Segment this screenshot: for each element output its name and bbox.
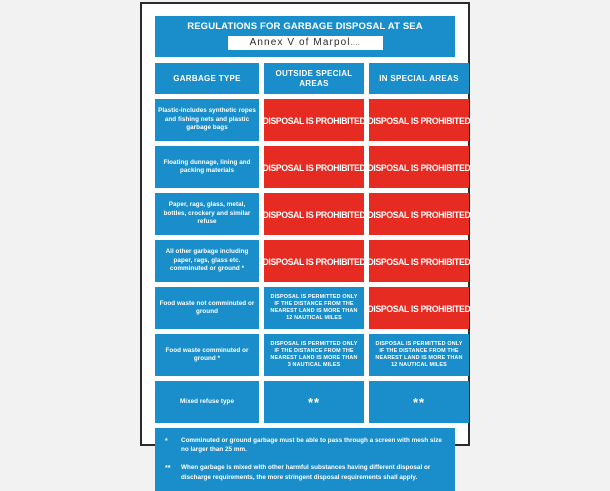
in-special-areas-cell: ** (369, 381, 469, 423)
outside-special-areas-cell: DISPOSAL IS PROHIBITED (264, 99, 364, 141)
in-special-areas-cell: DISPOSAL IS PROHIBITED (369, 287, 469, 329)
table-row (155, 287, 471, 329)
garbage-type-cell: Mixed refuse type (155, 381, 259, 423)
footnote-text: Comminuted or ground garbage must be able to pass through a screen with mesh size no larger than 25 mm. (181, 437, 442, 454)
garbage-type-cell: Food waste not comminuted or ground (155, 287, 259, 329)
in-special-areas-cell: DISPOSAL IS PROHIBITED (369, 240, 469, 282)
garbage-type-cell: Floating dunnage, lining and packing materials (155, 146, 259, 188)
table-row (155, 193, 471, 235)
footnote-marker: * (165, 438, 168, 445)
footnotes-block (155, 428, 455, 491)
table-row (155, 146, 471, 188)
table-row (155, 240, 471, 282)
garbage-type-cell: Paper, rags, glass, metal, bottles, crockery and similar refuse (155, 193, 259, 235)
footnote-marker: ** (165, 465, 171, 473)
table-row (155, 99, 471, 141)
column-header-garbage-type: GARBAGE TYPE (155, 63, 259, 94)
poster-subtitle-text: Annex V of Marpol (249, 37, 351, 48)
footnote-text: When garbage is mixed with other harmful substances having different disposal or discharge requirements, the more stringent disposal requirements shall apply. (181, 464, 431, 481)
in-special-areas-cell: DISPOSAL IS PROHIBITED (369, 193, 469, 235)
poster-subtitle (228, 36, 383, 50)
column-header-outside-special-areas: OUTSIDE SPECIAL AREAS (264, 63, 364, 94)
garbage-disposal-regulations-poster (140, 2, 471, 481)
outside-special-areas-cell: ** (264, 381, 364, 423)
column-header-in-special-areas: IN SPECIAL AREAS (369, 63, 469, 94)
outside-special-areas-cell: DISPOSAL IS PROHIBITED (264, 146, 364, 188)
outside-special-areas-cell: DISPOSAL IS PERMITTED ONLY IF THE DISTANCE FROM THE NEAREST LAND IS MORE THAN 3 NAUTICAL MILES (264, 334, 364, 376)
in-special-areas-cell: DISPOSAL IS PERMITTED ONLY IF THE DISTANCE FROM THE NEAREST LAND IS MORE THAN 12 NAUTICAL MILES (369, 334, 469, 376)
table-row (155, 334, 463, 376)
outside-special-areas-cell: DISPOSAL IS PERMITTED ONLY IF THE DISTANCE FROM THE NEAREST LAND IS MORE THAN 12 NAUTICAL MILES (264, 287, 364, 329)
garbage-type-cell: Food waste comminuted or ground * (155, 334, 259, 376)
outside-special-areas-cell: DISPOSAL IS PROHIBITED (264, 240, 364, 282)
garbage-type-cell: All other garbage including paper, rags, glass etc. comminuted or ground * (155, 240, 259, 282)
regulations-table (155, 63, 471, 423)
page-title: REGULATIONS FOR GARBAGE DISPOSAL AT SEA (187, 21, 423, 32)
poster-subtitle-tail: .... (350, 40, 361, 47)
outside-special-areas-cell: DISPOSAL IS PROHIBITED (264, 193, 364, 235)
table-row (155, 381, 455, 423)
garbage-type-cell: Plastic-includes synthetic ropes and fishing nets and plastic garbage bags (155, 99, 259, 141)
in-special-areas-cell: DISPOSAL IS PROHIBITED (369, 99, 469, 141)
in-special-areas-cell: DISPOSAL IS PROHIBITED (369, 146, 469, 188)
footnote-double-asterisk (165, 463, 445, 481)
table-header-row (155, 63, 459, 94)
footnote-single-asterisk (165, 436, 445, 454)
poster-title-block (155, 16, 455, 57)
